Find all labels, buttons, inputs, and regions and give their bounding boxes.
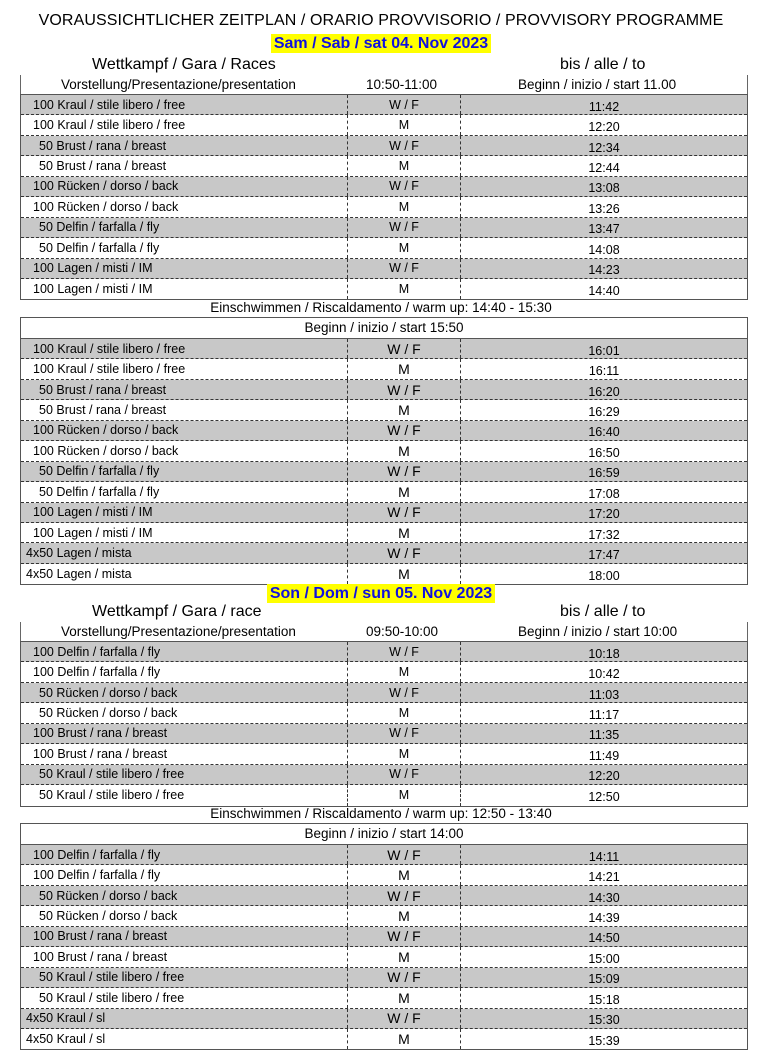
time-cell: 10:18: [588, 646, 620, 661]
gender-cell: W / F: [347, 503, 461, 522]
time-cell: 12:34: [588, 140, 620, 155]
day2-session1-table: [20, 641, 748, 807]
session-start-title: Beginn / inizio / start 14:00: [21, 824, 747, 845]
time-cell: 15:18: [588, 992, 620, 1007]
gender-cell: M: [347, 197, 461, 216]
time-cell: 14:23: [588, 263, 620, 278]
time-cell: 12:20: [588, 769, 620, 784]
gender-cell: W / F: [347, 886, 461, 905]
table-row: [21, 503, 747, 523]
time-cell: 14:39: [588, 911, 620, 926]
time-cell: 13:08: [588, 181, 620, 196]
day1-presentation-start: Beginn / inizio / start 11.00: [518, 77, 677, 92]
time-cell: 12:20: [588, 120, 620, 135]
gender-cell: M: [347, 482, 461, 501]
day1-header: [20, 55, 748, 75]
race-cell: 50 Brust / rana / breast: [39, 159, 167, 174]
time-cell: 15:39: [588, 1034, 620, 1049]
time-cell: 14:11: [588, 849, 620, 864]
gender-cell: M: [347, 359, 461, 378]
time-cell: 11:03: [588, 687, 620, 702]
gender-cell: M: [347, 703, 461, 722]
race-cell: 100 Lagen / misti / IM: [33, 261, 153, 276]
table-row: [21, 156, 747, 176]
table-row: [21, 865, 747, 885]
table-row: [21, 115, 747, 135]
time-cell: 13:26: [588, 201, 620, 216]
table-row: [21, 988, 747, 1008]
gender-cell: W / F: [347, 543, 461, 562]
table-row: [21, 441, 747, 461]
table-row: [21, 359, 747, 379]
gender-cell: W / F: [347, 339, 461, 358]
time-cell: 14:30: [588, 890, 620, 905]
race-cell: 100 Kraul / stile libero / free: [33, 341, 186, 356]
day2-header-races: Wettkampf / Gara / race: [92, 603, 262, 620]
time-cell: 12:50: [588, 790, 620, 805]
table-row: [21, 523, 747, 543]
time-cell: 18:00: [588, 569, 620, 584]
time-cell: 17:20: [588, 507, 620, 522]
table-row: [21, 482, 747, 502]
gender-cell: W / F: [347, 218, 461, 237]
day1-header-races: Wettkampf / Gara / Races: [92, 56, 276, 73]
race-cell: 100 Rücken / dorso / back: [33, 199, 179, 214]
race-cell: 50 Rücken / dorso / back: [39, 685, 178, 700]
race-cell: 4x50 Lagen / mista: [26, 546, 132, 561]
day1-warmup: Einschwimmen / Riscaldamento / warm up: 14:40 - 15:30: [210, 300, 552, 315]
table-row: [21, 279, 747, 299]
gender-cell: M: [347, 1029, 461, 1049]
time-cell: 15:09: [588, 972, 620, 987]
day2-session2-table: [20, 823, 748, 1050]
table-row: [21, 259, 747, 279]
table-row: [21, 462, 747, 482]
time-cell: 14:08: [588, 242, 620, 257]
table-row: [21, 95, 747, 115]
day2-warmup: Einschwimmen / Riscaldamento / warm up: 12:50 - 13:40: [210, 806, 552, 821]
session-start-title: Beginn / inizio / start 15:50: [21, 318, 747, 339]
time-cell: 17:47: [588, 548, 620, 563]
race-cell: 4x50 Kraul / sl: [26, 1011, 106, 1026]
race-cell: 50 Delfin / farfalla / fly: [39, 464, 160, 479]
day1-date-banner: Sam / Sab / sat 04. Nov 2023: [271, 34, 491, 53]
gender-cell: M: [347, 279, 461, 299]
day2-date-banner: Son / Dom / sun 05. Nov 2023: [267, 584, 495, 603]
race-cell: 50 Kraul / stile libero / free: [39, 970, 185, 985]
time-cell: 11:42: [588, 99, 620, 114]
day1-presentation-label: Vorstellung/Presentazione/presentation: [61, 77, 296, 92]
race-cell: 50 Rücken / dorso / back: [39, 909, 178, 924]
table-row: [21, 724, 747, 744]
table-row: [21, 845, 747, 865]
gender-cell: W / F: [347, 642, 461, 661]
gender-cell: W / F: [347, 421, 461, 440]
race-cell: 50 Rücken / dorso / back: [39, 888, 178, 903]
race-cell: 50 Kraul / stile libero / free: [39, 767, 185, 782]
race-cell: 50 Kraul / stile libero / free: [39, 990, 185, 1005]
gender-cell: W / F: [347, 683, 461, 702]
time-cell: 16:20: [588, 384, 620, 399]
gender-cell: M: [347, 238, 461, 257]
race-cell: 50 Rücken / dorso / back: [39, 706, 178, 721]
table-row: [21, 380, 747, 400]
race-cell: 50 Delfin / farfalla / fly: [39, 484, 160, 499]
table-row: [21, 765, 747, 785]
gender-cell: M: [347, 744, 461, 763]
race-cell: 100 Brust / rana / breast: [33, 726, 168, 741]
table-row: [21, 564, 747, 584]
race-cell: 100 Delfin / farfalla / fly: [33, 868, 161, 883]
gender-cell: M: [347, 564, 461, 584]
table-row: [21, 1009, 747, 1029]
day2-presentation-time: 09:50-10:00: [366, 624, 439, 639]
table-row: [21, 339, 747, 359]
gender-cell: W / F: [347, 927, 461, 946]
day1-header-to: bis / alle / to: [560, 56, 646, 73]
race-cell: 100 Lagen / misti / IM: [33, 525, 153, 540]
race-cell: 100 Rücken / dorso / back: [33, 179, 179, 194]
day1-date-wrap: [0, 34, 762, 53]
day2-presentation-start: Beginn / inizio / start 10:00: [518, 624, 678, 639]
gender-cell: M: [347, 156, 461, 175]
gender-cell: M: [347, 865, 461, 884]
race-cell: 100 Lagen / misti / IM: [33, 505, 153, 520]
table-row: [21, 947, 747, 967]
time-cell: 12:44: [588, 161, 620, 176]
table-row: [21, 906, 747, 926]
gender-cell: W / F: [347, 95, 461, 114]
gender-cell: M: [347, 988, 461, 1007]
race-cell: 100 Lagen / misti / IM: [33, 282, 153, 297]
table-row: [21, 683, 747, 703]
gender-cell: M: [347, 400, 461, 419]
table-row: [21, 785, 747, 805]
table-row: [21, 703, 747, 723]
gender-cell: W / F: [347, 462, 461, 481]
time-cell: 16:11: [588, 364, 620, 379]
gender-cell: W / F: [347, 765, 461, 784]
table-row: [21, 744, 747, 764]
time-cell: 14:21: [588, 870, 620, 885]
gender-cell: M: [347, 906, 461, 925]
gender-cell: W / F: [347, 845, 461, 864]
race-cell: 100 Rücken / dorso / back: [33, 443, 179, 458]
gender-cell: W / F: [347, 724, 461, 743]
day2-presentation-label: Vorstellung/Presentazione/presentation: [61, 624, 296, 639]
day1-session2-table: [20, 317, 748, 585]
time-cell: 10:42: [588, 667, 620, 682]
race-cell: 50 Brust / rana / breast: [39, 382, 167, 397]
race-cell: 4x50 Kraul / sl: [26, 1032, 106, 1047]
time-cell: 15:00: [588, 951, 620, 966]
table-row: [21, 218, 747, 238]
race-cell: 100 Kraul / stile libero / free: [33, 362, 186, 377]
gender-cell: W / F: [347, 177, 461, 196]
table-row: [21, 543, 747, 563]
race-cell: 100 Delfin / farfalla / fly: [33, 665, 161, 680]
table-row: [21, 1029, 747, 1049]
time-cell: 16:29: [588, 405, 620, 420]
table-row: [21, 968, 747, 988]
day2-date-wrap: [0, 584, 762, 603]
time-cell: 11:49: [588, 748, 620, 763]
table-row: [21, 197, 747, 217]
race-cell: 4x50 Lagen / mista: [26, 567, 132, 582]
race-cell: 100 Delfin / farfalla / fly: [33, 644, 161, 659]
time-cell: 11:35: [588, 728, 620, 743]
race-cell: 100 Delfin / farfalla / fly: [33, 847, 161, 862]
page-title: VORAUSSICHTLICHER ZEITPLAN / ORARIO PROVVISORIO / PROVVISORY PROGRAMME: [38, 12, 724, 29]
race-cell: 100 Brust / rana / breast: [33, 929, 168, 944]
race-cell: 100 Rücken / dorso / back: [33, 423, 179, 438]
time-cell: 16:59: [588, 466, 620, 481]
gender-cell: M: [347, 441, 461, 460]
table-row: [21, 238, 747, 258]
time-cell: 16:50: [588, 445, 620, 460]
table-row: [21, 400, 747, 420]
race-cell: 100 Kraul / stile libero / free: [33, 97, 186, 112]
time-cell: 15:30: [588, 1013, 620, 1028]
race-cell: 50 Delfin / farfalla / fly: [39, 240, 160, 255]
gender-cell: W / F: [347, 259, 461, 278]
day2-header-to: bis / alle / to: [560, 603, 646, 620]
day2-presentation-row: [20, 622, 748, 641]
day1-presentation-row: [20, 75, 748, 94]
race-cell: 100 Brust / rana / breast: [33, 746, 168, 761]
time-cell: 13:47: [588, 222, 620, 237]
gender-cell: M: [347, 523, 461, 542]
race-cell: 50 Kraul / stile libero / free: [39, 788, 185, 803]
day1-session1-table: [20, 94, 748, 300]
time-cell: 14:40: [588, 284, 620, 299]
table-row: [21, 886, 747, 906]
gender-cell: W / F: [347, 968, 461, 987]
gender-cell: W / F: [347, 380, 461, 399]
gender-cell: M: [347, 785, 461, 805]
gender-cell: M: [347, 115, 461, 134]
table-row: [21, 927, 747, 947]
time-cell: 16:40: [588, 425, 620, 440]
time-cell: 17:32: [588, 527, 620, 542]
time-cell: 14:50: [588, 931, 620, 946]
gender-cell: M: [347, 662, 461, 681]
day1-presentation-time: 10:50-11:00: [366, 77, 438, 92]
day2-header: [20, 602, 748, 622]
table-row: [21, 421, 747, 441]
time-cell: 16:01: [588, 343, 620, 358]
table-row: [21, 136, 747, 156]
race-cell: 100 Brust / rana / breast: [33, 949, 168, 964]
gender-cell: M: [347, 947, 461, 966]
race-cell: 50 Delfin / farfalla / fly: [39, 220, 160, 235]
gender-cell: W / F: [347, 1009, 461, 1028]
race-cell: 100 Kraul / stile libero / free: [33, 118, 186, 133]
table-row: [21, 177, 747, 197]
race-cell: 50 Brust / rana / breast: [39, 138, 167, 153]
race-cell: 50 Brust / rana / breast: [39, 403, 167, 418]
time-cell: 11:17: [588, 708, 620, 723]
table-row: [21, 662, 747, 682]
gender-cell: W / F: [347, 136, 461, 155]
table-row: [21, 642, 747, 662]
time-cell: 17:08: [588, 486, 620, 501]
